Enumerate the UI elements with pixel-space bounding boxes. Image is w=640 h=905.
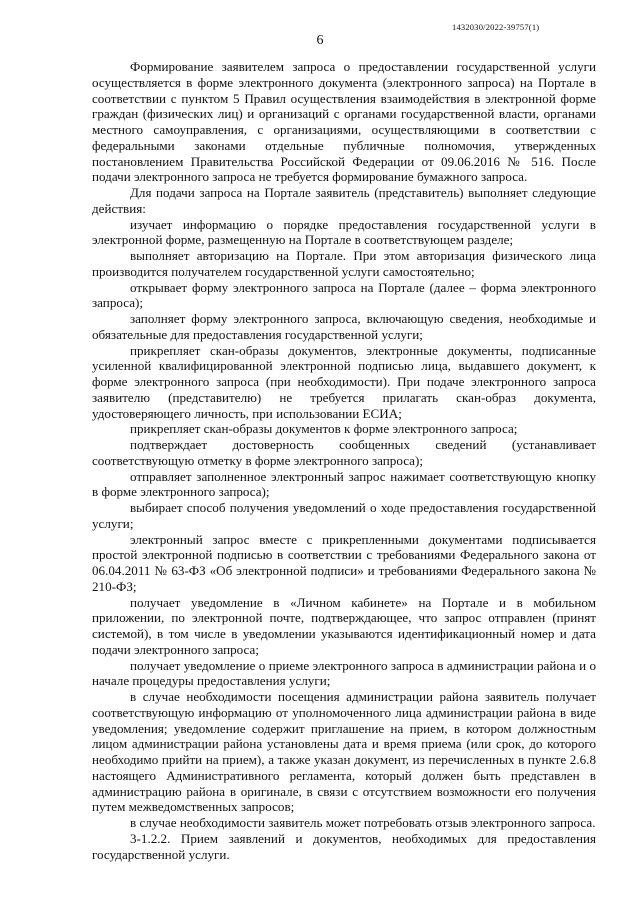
list-item: прикрепляет скан-образы документов к форме электронного запроса; [130, 421, 518, 437]
list-item: изучает информацию о порядке предоставления государственной услуги в электронной форме, размещенную на Портале в соответствующем разделе; [92, 216, 596, 248]
list-item: выполняет авторизацию на Портале. При этом авторизация физического лица производится получателем государственной услуги самостоятельно; [92, 248, 596, 279]
list-item: получает уведомление о приеме электронного запроса в администрации района и о начале процедуры предоставления услуги; [92, 657, 596, 689]
page-number: 6 [316, 33, 324, 48]
list-item: заполняет форму электронного запроса, включающую сведения, необходимые и обязательные для предоставления государственной услуги; [92, 311, 596, 342]
document-id: 1432030/2022-39757(1) [452, 22, 540, 32]
paragraph: Для подачи запроса на Портале заявитель (представитель) выполняет следующие действия: [92, 185, 596, 216]
list-item: прикрепляет скан-образы документов, электронные документы, подписанные усиленной квалифицированной электронной подписью лица, выдавшего документ, к форме электронного запроса (при необходимости). При подаче электронного запроса заявителю (представителю) не требуется прилагать скан-образ документа, удостоверяющего личность, при использовании ЕСИА; [92, 342, 596, 421]
list-item: в случае необходимости заявитель может потребовать отзыв электронного запроса. [130, 815, 596, 830]
section-heading: 3-1.2.2. Прием заявлений и документов, необходимых для предоставления государственной услуги. [92, 830, 596, 862]
list-item: выбирает способ получения уведомлений о ходе предоставления государственной услуги; [92, 500, 596, 531]
paragraph: Формирование заявителем запроса о предоставлении государственной услуги осуществляется в форме электронного документа (электронного запроса) на Портале в соответствии с пунктом 5 Правил осуществления взаимодействия в электронной форме граждан (физических лиц) и организаций с органами государственной власти, органами местного самоуправления, с организациями, осуществляющими в соответствии с федеральными законами отдельные публичные полномочия, утвержденных постановлением Правительства Российской Федерации от 09.06.2016 № 516. После подачи электронного запроса не требуется формирование бумажного запроса. [92, 59, 596, 185]
list-item: получает уведомление в «Личном кабинете» на Портале и в мобильном приложении, по электронной почте, подтверждающее, что запрос отправлен (принят системой), в том числе в уведомлении указываются идентификационный номер и дата подачи электронного запроса; [92, 594, 596, 657]
list-item: отправляет заполненное электронный запрос нажимает соответствующую кнопку в форме электронного запроса); [92, 468, 596, 500]
document-body [92, 59, 596, 862]
list-item: подтверждает достоверность сообщенных сведений (устанавливает соответствующую отметку в форме электронного запроса); [92, 437, 596, 468]
list-item: в случае необходимости посещения администрации района заявитель получает соответствующую информацию от уполномоченного лица администрации района в виде уведомления; уведомление содержит приглашение на прием, в котором должностным лицом администрации района установлены дата и время приема (или срок, до которого необходимо прийти на прием), а также указан документ, из перечисленных в пункте 2.6.8 настоящего Административного регламента, который должен быть представлен в администрацию района в оригинале, в связи с отсутствием возможности его получения путем межведомственных запросов; [92, 689, 596, 815]
list-item: открывает форму электронного запроса на Портале (далее – форма электронного запроса); [92, 279, 596, 311]
paragraph: электронный запрос вместе с прикрепленными документами подписывается простой электронной подписью в соответствии с требованиями Федерального закона от 06.04.2011 № 63-ФЗ «Об электронной подписи» и требованиями Федерального закона № 210-ФЗ; [92, 531, 596, 594]
